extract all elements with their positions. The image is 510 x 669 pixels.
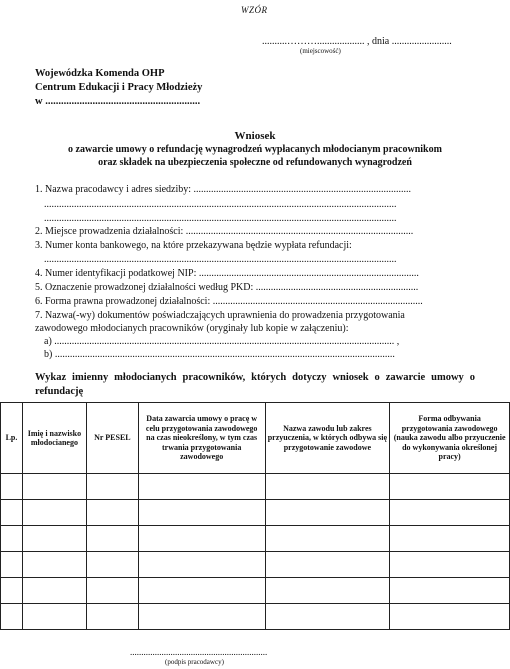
document-title: Wniosek bbox=[234, 130, 276, 142]
table-cell[interactable] bbox=[22, 604, 86, 630]
table-row bbox=[1, 526, 510, 552]
col-header-name: Imię i nazwisko młodocianego bbox=[22, 403, 86, 474]
place-date-field[interactable]: ..........………................... , dnia ........................ bbox=[262, 36, 452, 47]
document-subtitle-2: oraz składek na ubezpieczenia społeczne od refundowanych wynagrodzeń bbox=[98, 157, 412, 168]
table-cell[interactable] bbox=[1, 474, 23, 500]
table-cell[interactable] bbox=[1, 526, 23, 552]
employer-name-continuation-2[interactable]: ............................................................................................................................................. bbox=[44, 213, 397, 224]
col-header-training-form: Forma odbywania przygotowania zawodowego (nauka zawodu albo przyuczenie do wykonywania określonej pracy) bbox=[390, 403, 510, 474]
employer-name-continuation-1[interactable]: ............................................................................................................................................. bbox=[44, 199, 397, 210]
employee-table bbox=[0, 402, 510, 630]
col-header-lp: Lp. bbox=[1, 403, 23, 474]
table-cell[interactable] bbox=[265, 526, 390, 552]
table-cell[interactable] bbox=[390, 552, 510, 578]
table-cell[interactable] bbox=[86, 578, 138, 604]
employee-list-heading: Wykaz imienny młodocianych pracowników, których dotyczy wniosek o zawarcie umowy o refundację bbox=[35, 372, 475, 397]
table-cell[interactable] bbox=[86, 474, 138, 500]
table-cell[interactable] bbox=[22, 578, 86, 604]
table-cell[interactable] bbox=[22, 526, 86, 552]
bank-account-field[interactable]: ............................................................................................................................................. bbox=[44, 254, 397, 265]
col-header-contract-date: Data zawarcia umowy o pracę w celu przygotowania zawodowego na czas nieokreślony, w tym czas trwania przygotowania zawodowego bbox=[138, 403, 265, 474]
col-header-profession: Nazwa zawodu lub zakres przyuczenia, w których odbywa się przygotowanie zawodowe bbox=[265, 403, 390, 474]
table-row bbox=[1, 552, 510, 578]
table-row bbox=[1, 474, 510, 500]
table-cell[interactable] bbox=[138, 474, 265, 500]
business-location-field[interactable]: 2. Miejsce prowadzenia działalności: ........................................................................................... bbox=[35, 226, 414, 237]
table-cell[interactable] bbox=[22, 474, 86, 500]
table-cell[interactable] bbox=[265, 578, 390, 604]
table-row bbox=[1, 578, 510, 604]
table-cell[interactable] bbox=[265, 604, 390, 630]
table-cell[interactable] bbox=[265, 474, 390, 500]
table-cell[interactable] bbox=[138, 500, 265, 526]
address-line-2: Centrum Edukacji i Pracy Młodzieży bbox=[35, 82, 203, 93]
table-cell[interactable] bbox=[138, 552, 265, 578]
table-cell[interactable] bbox=[1, 604, 23, 630]
table-header-row bbox=[1, 403, 510, 474]
table-cell[interactable] bbox=[1, 500, 23, 526]
employer-name-field[interactable]: 1. Nazwa pracodawcy i adres siedziby: ....................................................................................... bbox=[35, 184, 412, 195]
place-caption: (miejscowość) bbox=[300, 47, 341, 55]
address-line-3[interactable]: w ........................................................... bbox=[35, 96, 201, 107]
table-cell[interactable] bbox=[390, 500, 510, 526]
table-cell[interactable] bbox=[138, 578, 265, 604]
table-cell[interactable] bbox=[390, 474, 510, 500]
table-row bbox=[1, 604, 510, 630]
table-cell[interactable] bbox=[1, 552, 23, 578]
signature-caption: (podpis pracodawcy) bbox=[165, 658, 224, 666]
signature-field[interactable]: ............................................................. bbox=[130, 647, 268, 657]
document-subtitle-1: o zawarcie umowy o refundację wynagrodzeń wypłacanych młodocianym pracownikom bbox=[68, 144, 442, 155]
documents-label-line-1: 7. Nazwa(-wy) dokumentów poświadczających uprawnienia do prowadzenia przygotowania bbox=[35, 310, 405, 321]
document-b-field[interactable]: b) ........................................................................................................................................ bbox=[44, 349, 395, 360]
table-cell[interactable] bbox=[22, 552, 86, 578]
table-cell[interactable] bbox=[1, 578, 23, 604]
col-header-pesel: Nr PESEL bbox=[86, 403, 138, 474]
table-cell[interactable] bbox=[86, 526, 138, 552]
documents-label-line-2: zawodowego młodocianych pracowników (oryginały lub kopie w załączeniu): bbox=[35, 323, 349, 334]
pkd-field[interactable]: 5. Oznaczenie prowadzonej działalności według PKD: ................................................................. bbox=[35, 282, 419, 293]
sample-label: WZÓR bbox=[241, 5, 268, 15]
table-cell[interactable] bbox=[138, 604, 265, 630]
table-cell[interactable] bbox=[86, 552, 138, 578]
legal-form-field[interactable]: 6. Forma prawna prowadzonej działalności: .................................................................................... bbox=[35, 296, 423, 307]
bank-account-label: 3. Numer konta bankowego, na które przekazywana będzie wypłata refundacji: bbox=[35, 240, 352, 251]
table-cell[interactable] bbox=[390, 526, 510, 552]
table-cell[interactable] bbox=[265, 552, 390, 578]
table-cell[interactable] bbox=[86, 500, 138, 526]
table-cell[interactable] bbox=[86, 604, 138, 630]
table-cell[interactable] bbox=[265, 500, 390, 526]
table-cell[interactable] bbox=[390, 604, 510, 630]
table-cell[interactable] bbox=[138, 526, 265, 552]
table-cell[interactable] bbox=[390, 578, 510, 604]
nip-field[interactable]: 4. Numer identyfikacji podatkowej NIP: ........................................................................................ bbox=[35, 268, 419, 279]
address-line-1: Wojewódzka Komenda OHP bbox=[35, 68, 165, 79]
table-row bbox=[1, 500, 510, 526]
document-a-field[interactable]: a) ........................................................................................................................................ , bbox=[44, 336, 400, 347]
table-cell[interactable] bbox=[22, 500, 86, 526]
